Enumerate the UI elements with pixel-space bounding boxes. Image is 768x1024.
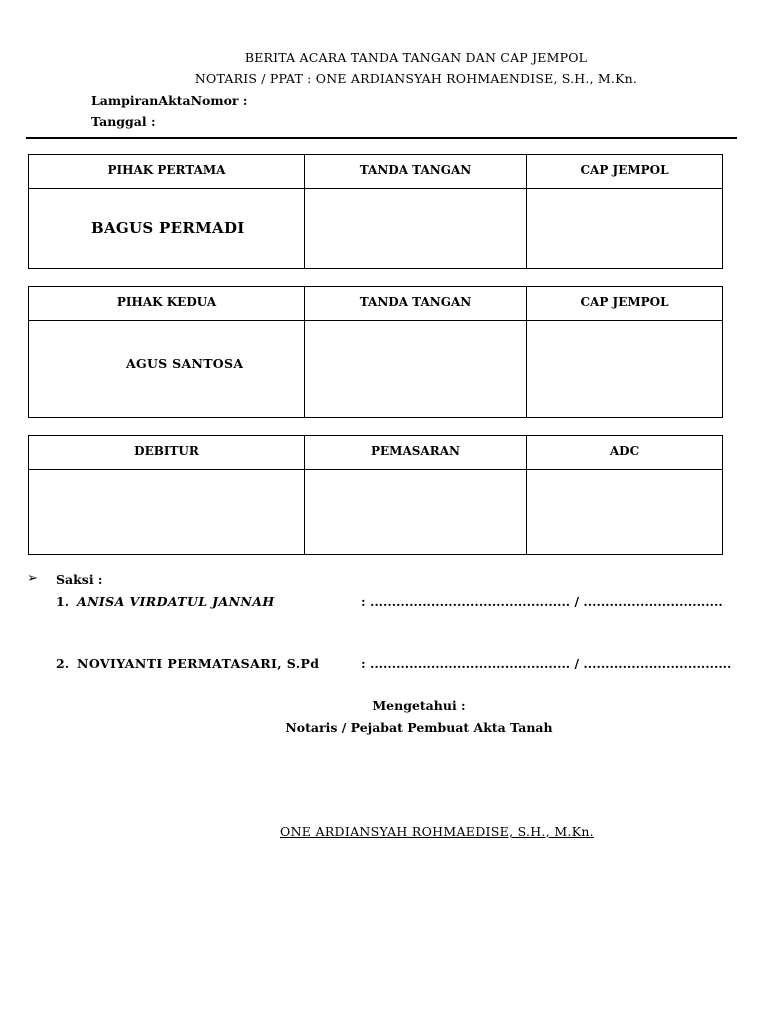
adc-header: ADC <box>527 436 723 470</box>
pihak-kedua-name-cell <box>29 321 305 418</box>
mengetahui-label: Mengetahui : <box>372 698 466 713</box>
notary-signature-name: ONE ARDIANSYAH ROHMAEDISE, S.H., M.Kn. <box>280 824 594 839</box>
pihak-kedua-table <box>28 286 723 418</box>
document-title: BERITA ACARA TANDA TANGAN DAN CAP JEMPOL <box>244 50 588 65</box>
witness-2-signature-line: : .............................................. / .................................. <box>361 656 732 671</box>
notary-role: Notaris / Pejabat Pembuat Akta Tanah <box>285 720 553 735</box>
witness-2-name: NOVIYANTI PERMATASARI, S.Pd <box>77 656 320 671</box>
tanda-tangan-cell <box>305 321 527 418</box>
witness-1-name: ANISA VIRDATUL JANNAH <box>77 594 275 609</box>
header-divider <box>26 137 737 139</box>
arrow-bullet-icon: ➢ <box>27 571 38 586</box>
witness-1-signature-line: : .............................................. / ................................ <box>361 594 723 609</box>
tanggal-label: Tanggal : <box>91 114 156 129</box>
tanda-tangan-cell <box>305 189 527 269</box>
cap-jempol-cell <box>527 189 723 269</box>
lampiran-akta-label: LampiranAktaNomor : <box>91 93 248 108</box>
pihak-kedua-header: PIHAK KEDUA <box>29 287 305 321</box>
saksi-label: Saksi : <box>56 572 103 587</box>
pihak-pertama-name: BAGUS PERMADI <box>91 219 245 237</box>
pihak-kedua-name: AGUS SANTOSA <box>126 356 244 371</box>
witness-2-number: 2. <box>56 656 70 671</box>
notary-subtitle: NOTARIS / PPAT : ONE ARDIANSYAH ROHMAENDISE, S.H., M.Kn. <box>194 71 638 86</box>
pemasaran-cell <box>305 470 527 555</box>
tanda-tangan-header: TANDA TANGAN <box>305 155 527 189</box>
cap-jempol-cell <box>527 321 723 418</box>
cap-jempol-header: CAP JEMPOL <box>527 155 723 189</box>
adc-cell <box>527 470 723 555</box>
cap-jempol-header: CAP JEMPOL <box>527 287 723 321</box>
debitur-cell <box>29 470 305 555</box>
pemasaran-header: PEMASARAN <box>305 436 527 470</box>
pihak-pertama-name-cell <box>29 189 305 269</box>
debitur-header: DEBITUR <box>29 436 305 470</box>
tanda-tangan-header: TANDA TANGAN <box>305 287 527 321</box>
debitur-table <box>28 435 723 555</box>
pihak-pertama-table <box>28 154 723 269</box>
witness-1-number: 1. <box>56 594 70 609</box>
pihak-pertama-header: PIHAK PERTAMA <box>29 155 305 189</box>
